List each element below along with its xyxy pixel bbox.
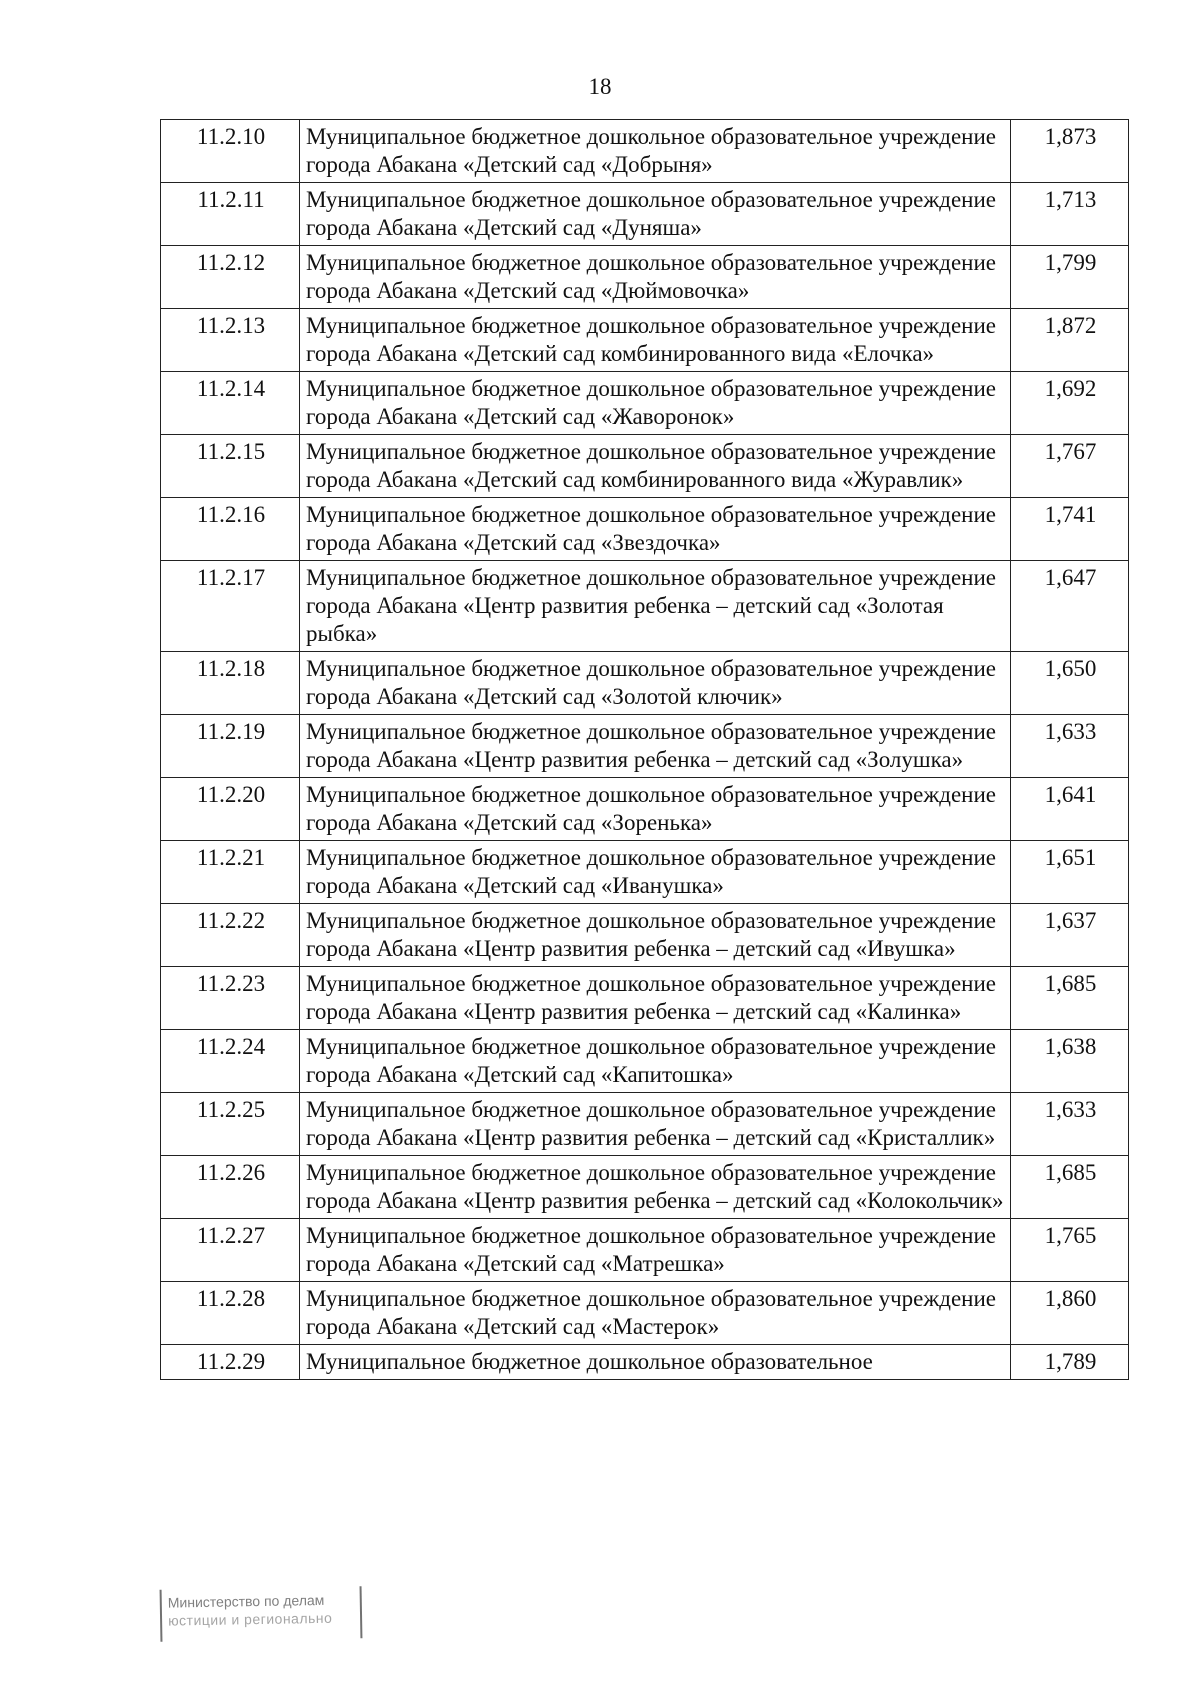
- institution-name-cell: Муниципальное бюджетное дошкольное образовательное учреждение города Абакана «Детский сад комбинированного вида «Елочка»: [300, 309, 1011, 372]
- table-row: [161, 904, 1129, 967]
- coefficient-value-cell: 1,651: [1011, 841, 1129, 904]
- coefficient-value-cell: 1,713: [1011, 183, 1129, 246]
- coefficient-value-cell: 1,685: [1011, 967, 1129, 1030]
- coefficient-value-cell: 1,647: [1011, 561, 1129, 652]
- institution-name-cell: Муниципальное бюджетное дошкольное образовательное учреждение города Абакана «Детский сад «Жаворонок»: [300, 372, 1011, 435]
- row-number-cell: 11.2.29: [161, 1345, 300, 1380]
- table-row: [161, 246, 1129, 309]
- row-number-cell: 11.2.18: [161, 652, 300, 715]
- page-number: 18: [588, 74, 612, 99]
- institution-name-cell: Муниципальное бюджетное дошкольное образовательное учреждение города Абакана «Центр развития ребенка – детский сад «Ивушка»: [300, 904, 1011, 967]
- coefficient-value-cell: 1,641: [1011, 778, 1129, 841]
- table-row: [161, 715, 1129, 778]
- coefficient-value-cell: 1,873: [1011, 120, 1129, 183]
- table-row: [161, 372, 1129, 435]
- row-number-cell: 11.2.20: [161, 778, 300, 841]
- coefficient-value-cell: 1,872: [1011, 309, 1129, 372]
- coefficient-value-cell: 1,767: [1011, 435, 1129, 498]
- institution-name-cell: Муниципальное бюджетное дошкольное образовательное учреждение города Абакана «Центр развития ребенка – детский сад «Золушка»: [300, 715, 1011, 778]
- coefficient-value-cell: 1,789: [1011, 1345, 1129, 1380]
- row-number-cell: 11.2.19: [161, 715, 300, 778]
- row-number-cell: 11.2.23: [161, 967, 300, 1030]
- coefficient-value-cell: 1,741: [1011, 498, 1129, 561]
- table-row: [161, 1219, 1129, 1282]
- table-row: [161, 841, 1129, 904]
- table-row: [161, 778, 1129, 841]
- institution-name-cell: Муниципальное бюджетное дошкольное образовательное учреждение города Абакана «Детский сад «Мастерок»: [300, 1282, 1011, 1345]
- institution-name-cell: Муниципальное бюджетное дошкольное образовательное учреждение города Абакана «Центр развития ребенка – детский сад «Золотая рыбка»: [300, 561, 1011, 652]
- institution-name-cell: Муниципальное бюджетное дошкольное образовательное учреждение города Абакана «Детский сад «Зоренька»: [300, 778, 1011, 841]
- coefficient-value-cell: 1,692: [1011, 372, 1129, 435]
- coefficient-value-cell: 1,633: [1011, 715, 1129, 778]
- coefficient-value-cell: 1,633: [1011, 1093, 1129, 1156]
- institution-name-cell: Муниципальное бюджетное дошкольное образовательное учреждение города Абакана «Детский сад «Дуняша»: [300, 183, 1011, 246]
- institutions-table: [160, 119, 1129, 1380]
- row-number-cell: 11.2.12: [161, 246, 300, 309]
- institution-name-cell: Муниципальное бюджетное дошкольное образовательное учреждение города Абакана «Детский сад «Матрешка»: [300, 1219, 1011, 1282]
- table-row: [161, 309, 1129, 372]
- row-number-cell: 11.2.17: [161, 561, 300, 652]
- table-row: [161, 967, 1129, 1030]
- table-row: [161, 1282, 1129, 1345]
- table-row: [161, 561, 1129, 652]
- institution-name-cell: Муниципальное бюджетное дошкольное образовательное: [300, 1345, 1011, 1380]
- coefficient-value-cell: 1,765: [1011, 1219, 1129, 1282]
- institution-name-cell: Муниципальное бюджетное дошкольное образовательное учреждение города Абакана «Детский сад комбинированного вида «Журавлик»: [300, 435, 1011, 498]
- table-row: [161, 1030, 1129, 1093]
- stamp-line-2: юстиции и регионально: [167, 1609, 333, 1629]
- institution-name-cell: Муниципальное бюджетное дошкольное образовательное учреждение города Абакана «Детский сад «Дюймовочка»: [300, 246, 1011, 309]
- coefficient-value-cell: 1,638: [1011, 1030, 1129, 1093]
- row-number-cell: 11.2.25: [161, 1093, 300, 1156]
- institution-name-cell: Муниципальное бюджетное дошкольное образовательное учреждение города Абакана «Центр развития ребенка – детский сад «Кристаллик»: [300, 1093, 1011, 1156]
- institution-name-cell: Муниципальное бюджетное дошкольное образовательное учреждение города Абакана «Детский сад «Звездочка»: [300, 498, 1011, 561]
- row-number-cell: 11.2.14: [161, 372, 300, 435]
- table-row: [161, 1156, 1129, 1219]
- institution-name-cell: Муниципальное бюджетное дошкольное образовательное учреждение города Абакана «Центр развития ребенка – детский сад «Калинка»: [300, 967, 1011, 1030]
- row-number-cell: 11.2.16: [161, 498, 300, 561]
- row-number-cell: 11.2.27: [161, 1219, 300, 1282]
- table-row: [161, 120, 1129, 183]
- ministry-stamp: [160, 1586, 363, 1642]
- row-number-cell: 11.2.15: [161, 435, 300, 498]
- stamp-line-1: Министерство по делам: [167, 1591, 325, 1611]
- table-row: [161, 652, 1129, 715]
- institution-name-cell: Муниципальное бюджетное дошкольное образовательное учреждение города Абакана «Детский сад «Иванушка»: [300, 841, 1011, 904]
- table-body: [161, 120, 1129, 1380]
- coefficient-value-cell: 1,799: [1011, 246, 1129, 309]
- table-row: [161, 183, 1129, 246]
- coefficient-value-cell: 1,650: [1011, 652, 1129, 715]
- institution-name-cell: Муниципальное бюджетное дошкольное образовательное учреждение города Абакана «Детский сад «Капитошка»: [300, 1030, 1011, 1093]
- institution-name-cell: Муниципальное бюджетное дошкольное образовательное учреждение города Абакана «Детский сад «Золотой ключик»: [300, 652, 1011, 715]
- table-row: [161, 1093, 1129, 1156]
- coefficient-value-cell: 1,685: [1011, 1156, 1129, 1219]
- row-number-cell: 11.2.28: [161, 1282, 300, 1345]
- row-number-cell: 11.2.13: [161, 309, 300, 372]
- institution-name-cell: Муниципальное бюджетное дошкольное образовательное учреждение города Абакана «Детский сад «Добрыня»: [300, 120, 1011, 183]
- institution-name-cell: Муниципальное бюджетное дошкольное образовательное учреждение города Абакана «Центр развития ребенка – детский сад «Колокольчик»: [300, 1156, 1011, 1219]
- coefficient-value-cell: 1,860: [1011, 1282, 1129, 1345]
- row-number-cell: 11.2.10: [161, 120, 300, 183]
- table-row: [161, 498, 1129, 561]
- row-number-cell: 11.2.26: [161, 1156, 300, 1219]
- row-number-cell: 11.2.24: [161, 1030, 300, 1093]
- table-row: [161, 1345, 1129, 1380]
- coefficient-value-cell: 1,637: [1011, 904, 1129, 967]
- table-row: [161, 435, 1129, 498]
- row-number-cell: 11.2.22: [161, 904, 300, 967]
- row-number-cell: 11.2.21: [161, 841, 300, 904]
- row-number-cell: 11.2.11: [161, 183, 300, 246]
